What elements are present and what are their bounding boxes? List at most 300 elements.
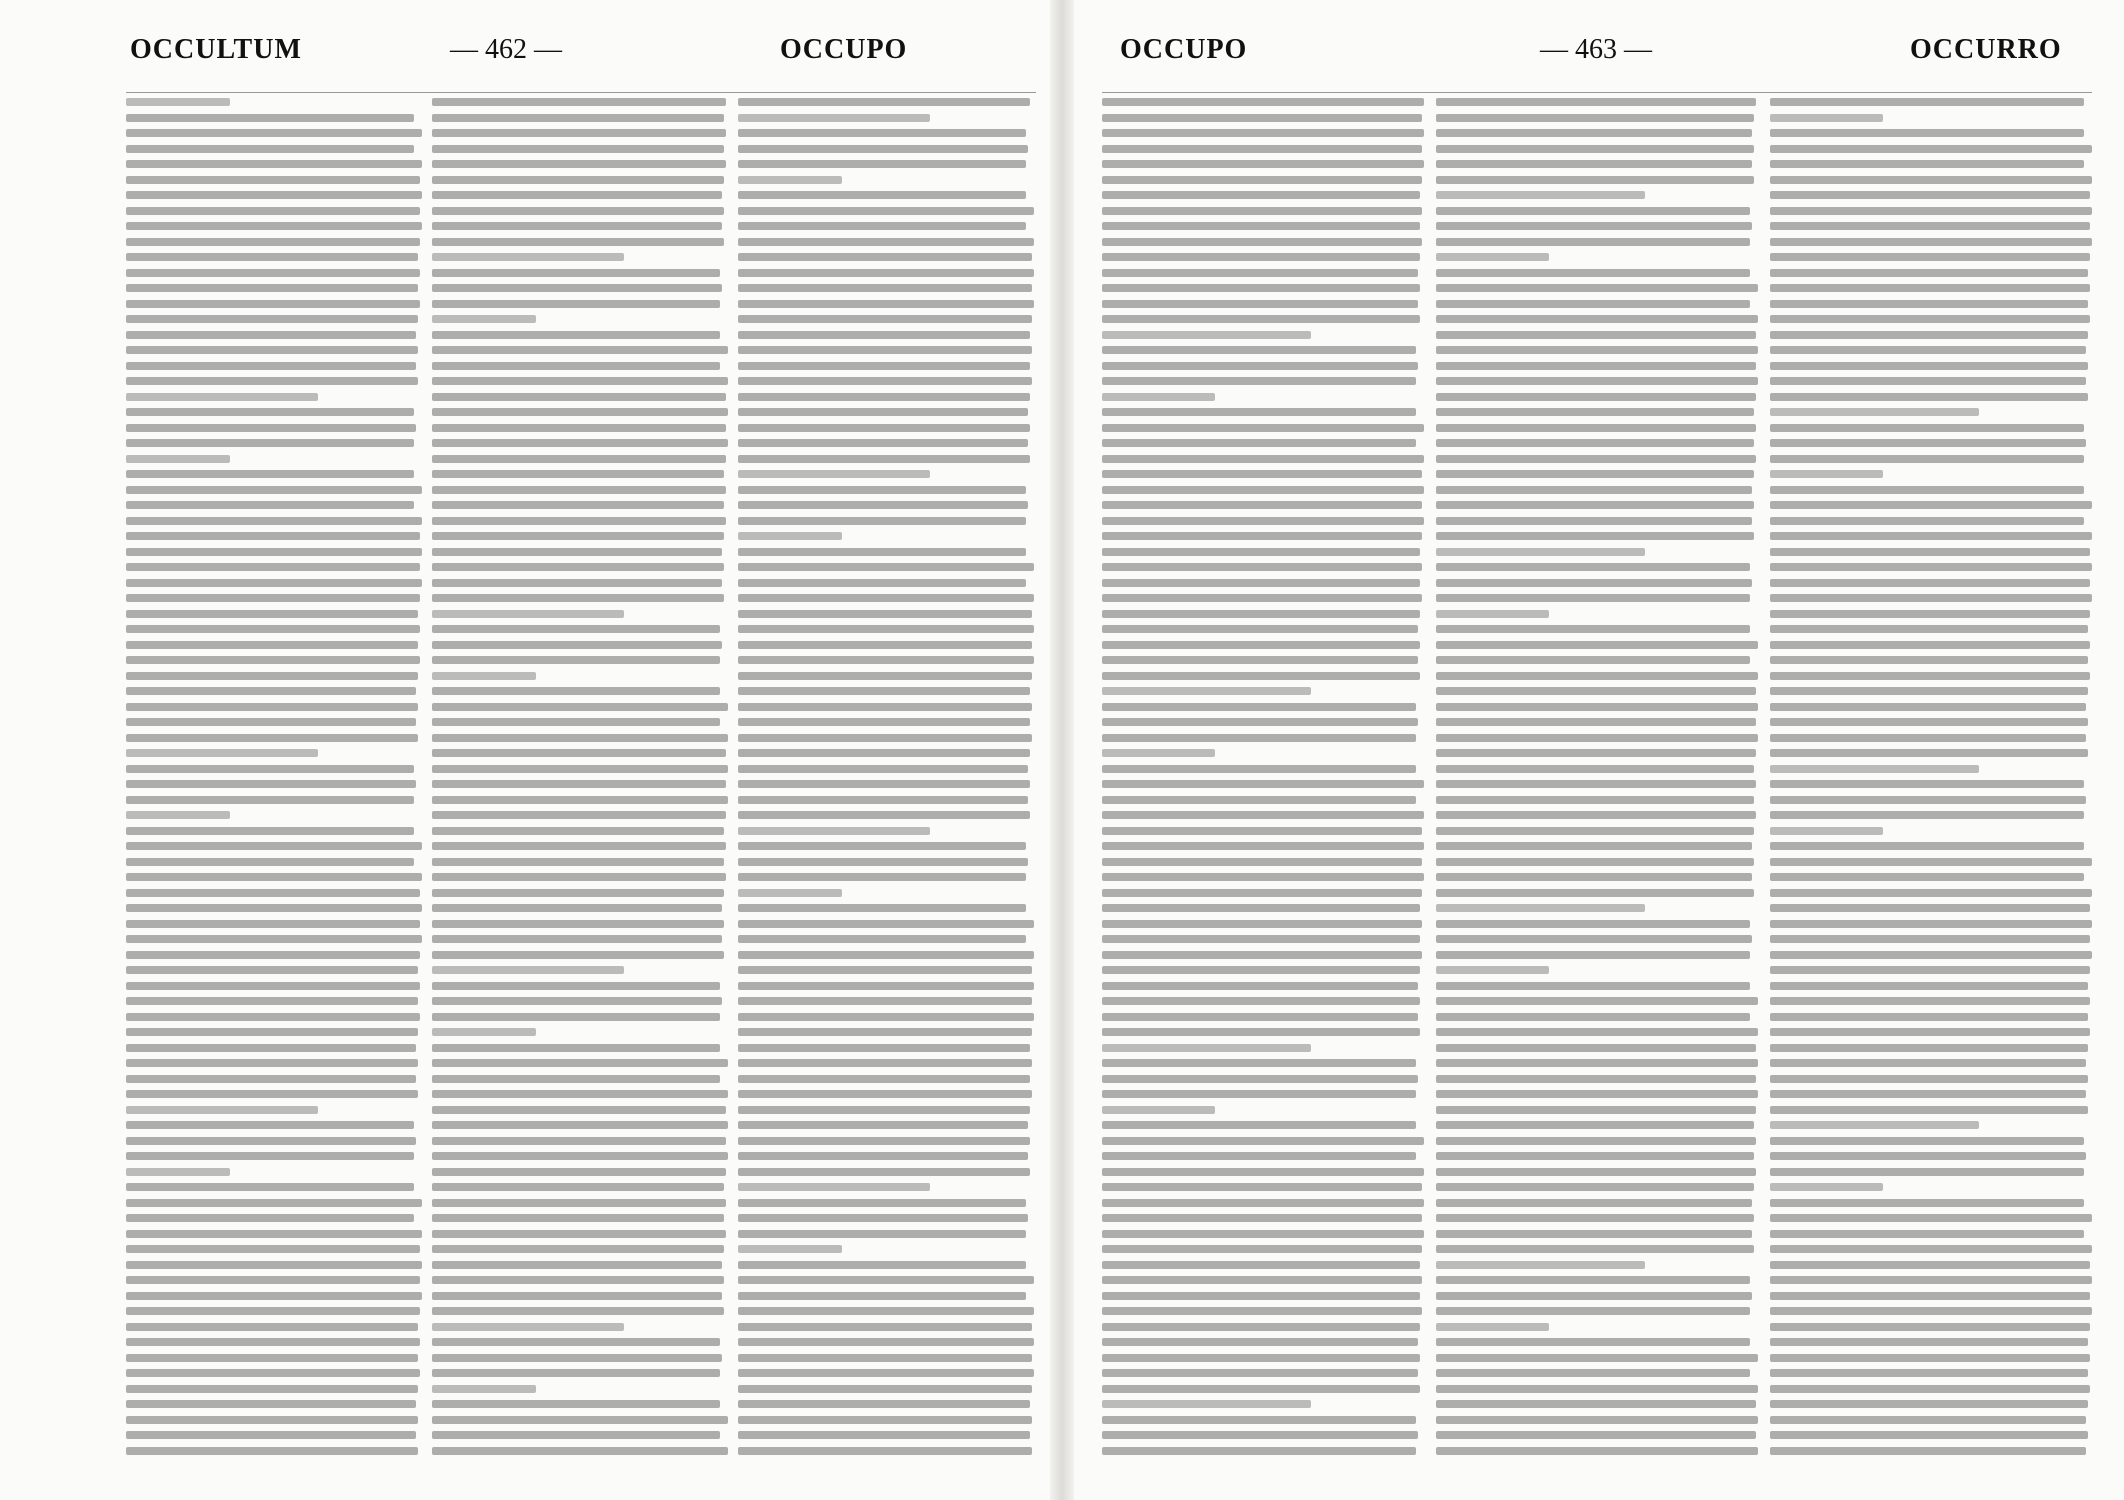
text-line-placeholder — [1770, 1183, 1883, 1191]
text-line-placeholder — [1102, 889, 1422, 897]
right-head-rule — [1102, 92, 2092, 93]
text-line-placeholder — [738, 1199, 1026, 1207]
text-line-placeholder — [1436, 1447, 1758, 1455]
text-line-placeholder — [432, 935, 722, 943]
right-column-3 — [1770, 98, 2092, 1468]
text-line-placeholder — [738, 563, 1034, 571]
text-line-placeholder — [126, 951, 420, 959]
text-line-placeholder — [1770, 594, 2092, 602]
text-line-placeholder — [1102, 1168, 1424, 1176]
text-line-placeholder — [1102, 749, 1215, 757]
text-line-placeholder — [1770, 749, 2088, 757]
text-line-placeholder — [432, 145, 724, 153]
text-line-placeholder — [738, 718, 1030, 726]
text-line-placeholder — [1102, 610, 1420, 618]
text-line-placeholder — [1436, 207, 1750, 215]
text-line-placeholder — [1102, 455, 1424, 463]
text-line-placeholder — [432, 563, 724, 571]
text-line-placeholder — [1102, 827, 1422, 835]
text-line-placeholder — [432, 796, 728, 804]
text-line-placeholder — [1102, 393, 1215, 401]
text-line-placeholder — [126, 656, 420, 664]
text-line-placeholder — [1770, 439, 2086, 447]
text-line-placeholder — [432, 811, 726, 819]
text-line-placeholder — [126, 889, 420, 897]
text-line-placeholder — [432, 1400, 720, 1408]
text-line-placeholder — [1102, 346, 1416, 354]
text-line-placeholder — [738, 408, 1028, 416]
text-line-placeholder — [1436, 734, 1758, 742]
text-line-placeholder — [1770, 1369, 2088, 1377]
text-line-placeholder — [432, 1447, 728, 1455]
text-line-placeholder — [1436, 346, 1758, 354]
text-line-placeholder — [126, 517, 422, 525]
text-line-placeholder — [1770, 827, 1883, 835]
text-line-placeholder — [738, 687, 1030, 695]
text-line-placeholder — [738, 765, 1028, 773]
text-line-placeholder — [1436, 610, 1549, 618]
text-line-placeholder — [1770, 1338, 2088, 1346]
text-line-placeholder — [432, 222, 722, 230]
text-line-placeholder — [432, 517, 726, 525]
text-line-placeholder — [432, 253, 624, 261]
text-line-placeholder — [1102, 222, 1420, 230]
text-line-placeholder — [126, 1152, 414, 1160]
text-line-placeholder — [432, 672, 536, 680]
text-line-placeholder — [126, 222, 422, 230]
text-line-placeholder — [1102, 982, 1418, 990]
text-line-placeholder — [738, 331, 1030, 339]
text-line-placeholder — [1770, 455, 2084, 463]
text-line-placeholder — [126, 1230, 422, 1238]
text-line-placeholder — [432, 548, 722, 556]
text-line-placeholder — [1102, 1400, 1311, 1408]
text-line-placeholder — [738, 1323, 1032, 1331]
text-line-placeholder — [1102, 501, 1422, 509]
text-line-placeholder — [126, 811, 230, 819]
text-line-placeholder — [1436, 1400, 1756, 1408]
text-line-placeholder — [126, 98, 230, 106]
text-line-placeholder — [738, 300, 1034, 308]
text-line-placeholder — [432, 114, 724, 122]
text-line-placeholder — [1436, 1075, 1756, 1083]
text-line-placeholder — [1770, 114, 1883, 122]
left-column-1 — [126, 98, 422, 1468]
text-line-placeholder — [126, 1090, 418, 1098]
text-line-placeholder — [1102, 129, 1424, 137]
text-line-placeholder — [1102, 935, 1420, 943]
text-line-placeholder — [1770, 1121, 1979, 1129]
text-line-placeholder — [1102, 191, 1420, 199]
text-line-placeholder — [1770, 1075, 2088, 1083]
text-line-placeholder — [126, 1307, 420, 1315]
text-line-placeholder — [432, 238, 724, 246]
text-line-placeholder — [126, 1106, 318, 1114]
text-line-placeholder — [1436, 1245, 1754, 1253]
text-line-placeholder — [1770, 548, 2090, 556]
text-line-placeholder — [126, 641, 418, 649]
text-line-placeholder — [1102, 424, 1424, 432]
text-line-placeholder — [1770, 532, 2092, 540]
text-line-placeholder — [126, 734, 418, 742]
text-line-placeholder — [738, 1230, 1026, 1238]
text-line-placeholder — [1436, 1230, 1752, 1238]
text-line-placeholder — [432, 207, 724, 215]
text-line-placeholder — [126, 1168, 230, 1176]
text-line-placeholder — [432, 1028, 536, 1036]
text-line-placeholder — [1436, 796, 1754, 804]
text-line-placeholder — [1102, 439, 1416, 447]
text-line-placeholder — [1436, 1292, 1752, 1300]
text-line-placeholder — [738, 997, 1032, 1005]
text-line-placeholder — [738, 284, 1032, 292]
text-line-placeholder — [1770, 98, 2084, 106]
text-line-placeholder — [432, 1230, 726, 1238]
text-line-placeholder — [1436, 1090, 1758, 1098]
text-line-placeholder — [738, 362, 1030, 370]
text-line-placeholder — [1102, 331, 1311, 339]
text-line-placeholder — [1770, 408, 1979, 416]
text-line-placeholder — [126, 1245, 420, 1253]
text-line-placeholder — [432, 920, 724, 928]
text-line-placeholder — [738, 1183, 930, 1191]
text-line-placeholder — [1102, 98, 1424, 106]
text-line-placeholder — [1770, 997, 2090, 1005]
text-line-placeholder — [126, 191, 422, 199]
text-line-placeholder — [1436, 331, 1756, 339]
text-line-placeholder — [432, 1059, 728, 1067]
text-line-placeholder — [126, 858, 414, 866]
text-line-placeholder — [432, 439, 728, 447]
text-line-placeholder — [126, 579, 422, 587]
text-line-placeholder — [432, 641, 722, 649]
text-line-placeholder — [126, 563, 420, 571]
text-line-placeholder — [1436, 842, 1752, 850]
text-line-placeholder — [738, 796, 1028, 804]
text-line-placeholder — [738, 517, 1026, 525]
text-line-placeholder — [126, 1338, 420, 1346]
text-line-placeholder — [432, 842, 726, 850]
text-line-placeholder — [432, 1431, 720, 1439]
text-line-placeholder — [1770, 1059, 2086, 1067]
text-line-placeholder — [126, 486, 422, 494]
text-line-placeholder — [432, 300, 720, 308]
text-line-placeholder — [1770, 796, 2086, 804]
text-line-placeholder — [738, 1400, 1030, 1408]
text-line-placeholder — [1436, 455, 1756, 463]
text-line-placeholder — [1102, 904, 1420, 912]
text-line-placeholder — [1102, 284, 1420, 292]
text-line-placeholder — [1102, 1106, 1215, 1114]
text-line-placeholder — [1436, 625, 1750, 633]
text-line-placeholder — [432, 889, 724, 897]
text-line-placeholder — [738, 858, 1028, 866]
text-line-placeholder — [1436, 997, 1758, 1005]
text-line-placeholder — [1102, 1276, 1422, 1284]
text-line-placeholder — [1770, 1230, 2084, 1238]
text-line-placeholder — [126, 687, 416, 695]
right-running-head-first: OCCUPO — [1120, 34, 1248, 65]
text-line-placeholder — [1436, 1028, 1758, 1036]
text-line-placeholder — [1436, 1369, 1750, 1377]
text-line-placeholder — [1102, 1323, 1420, 1331]
text-line-placeholder — [738, 1292, 1026, 1300]
text-line-placeholder — [738, 222, 1026, 230]
text-line-placeholder — [1436, 951, 1750, 959]
text-line-placeholder — [1102, 207, 1422, 215]
text-line-placeholder — [1436, 424, 1756, 432]
text-line-placeholder — [1770, 610, 2090, 618]
text-line-placeholder — [1102, 687, 1311, 695]
text-line-placeholder — [1770, 780, 2084, 788]
text-line-placeholder — [1436, 780, 1756, 788]
text-line-placeholder — [432, 1354, 722, 1362]
text-line-placeholder — [1102, 1369, 1418, 1377]
text-line-placeholder — [738, 377, 1032, 385]
text-line-placeholder — [432, 470, 724, 478]
text-line-placeholder — [1770, 935, 2090, 943]
text-line-placeholder — [1102, 315, 1420, 323]
text-line-placeholder — [1102, 486, 1424, 494]
text-line-placeholder — [1102, 269, 1418, 277]
text-line-placeholder — [432, 129, 726, 137]
text-line-placeholder — [738, 579, 1026, 587]
text-line-placeholder — [1102, 951, 1422, 959]
text-line-placeholder — [432, 1137, 726, 1145]
text-line-placeholder — [738, 672, 1032, 680]
text-line-placeholder — [432, 98, 726, 106]
text-line-placeholder — [738, 455, 1030, 463]
text-line-placeholder — [1436, 1385, 1758, 1393]
text-line-placeholder — [1436, 315, 1758, 323]
text-line-placeholder — [1770, 176, 2092, 184]
text-line-placeholder — [1102, 1230, 1424, 1238]
text-line-placeholder — [432, 656, 720, 664]
text-line-placeholder — [738, 1245, 842, 1253]
text-line-placeholder — [1436, 1183, 1754, 1191]
text-line-placeholder — [738, 842, 1026, 850]
text-line-placeholder — [1436, 1152, 1754, 1160]
text-line-placeholder — [1436, 470, 1754, 478]
text-line-placeholder — [1770, 284, 2090, 292]
text-line-placeholder — [126, 1183, 414, 1191]
left-running-head-first: OCCULTUM — [130, 34, 302, 65]
text-line-placeholder — [1436, 1276, 1750, 1284]
text-line-placeholder — [432, 1214, 724, 1222]
text-line-placeholder — [126, 160, 422, 168]
text-line-placeholder — [1436, 98, 1756, 106]
text-line-placeholder — [1102, 1152, 1416, 1160]
text-line-placeholder — [1770, 1106, 2088, 1114]
text-line-placeholder — [1436, 827, 1754, 835]
text-line-placeholder — [432, 734, 728, 742]
text-line-placeholder — [738, 1090, 1032, 1098]
text-line-placeholder — [1770, 1416, 2086, 1424]
text-line-placeholder — [738, 1059, 1032, 1067]
text-line-placeholder — [738, 114, 930, 122]
text-line-placeholder — [738, 749, 1030, 757]
text-line-placeholder — [432, 1292, 722, 1300]
text-line-placeholder — [432, 827, 724, 835]
text-line-placeholder — [1436, 362, 1756, 370]
text-line-placeholder — [738, 625, 1034, 633]
text-line-placeholder — [126, 548, 422, 556]
text-line-placeholder — [738, 207, 1034, 215]
text-line-placeholder — [1770, 1245, 2092, 1253]
text-line-placeholder — [126, 1214, 414, 1222]
text-line-placeholder — [432, 1106, 726, 1114]
text-line-placeholder — [1102, 1416, 1416, 1424]
text-line-placeholder — [1436, 982, 1750, 990]
text-line-placeholder — [738, 1431, 1030, 1439]
text-line-placeholder — [738, 532, 842, 540]
text-line-placeholder — [738, 935, 1026, 943]
text-line-placeholder — [432, 408, 728, 416]
text-line-placeholder — [1102, 1090, 1416, 1098]
text-line-placeholder — [432, 1338, 720, 1346]
text-line-placeholder — [738, 191, 1026, 199]
text-line-placeholder — [738, 486, 1026, 494]
text-line-placeholder — [1770, 331, 2088, 339]
text-line-placeholder — [1102, 1354, 1420, 1362]
text-line-placeholder — [1770, 1214, 2092, 1222]
text-line-placeholder — [1770, 1028, 2090, 1036]
text-line-placeholder — [738, 1276, 1034, 1284]
text-line-placeholder — [126, 765, 414, 773]
text-line-placeholder — [1102, 114, 1422, 122]
text-line-placeholder — [126, 1354, 418, 1362]
text-line-placeholder — [1102, 563, 1422, 571]
text-line-placeholder — [738, 1447, 1032, 1455]
text-line-placeholder — [1770, 346, 2086, 354]
text-line-placeholder — [126, 207, 420, 215]
text-line-placeholder — [126, 455, 230, 463]
text-line-placeholder — [1102, 997, 1420, 1005]
text-line-placeholder — [1102, 858, 1422, 866]
text-line-placeholder — [432, 1044, 720, 1052]
text-line-placeholder — [126, 331, 416, 339]
text-line-placeholder — [1102, 517, 1424, 525]
text-line-placeholder — [738, 889, 842, 897]
text-line-placeholder — [126, 129, 422, 137]
text-line-placeholder — [126, 238, 420, 246]
text-line-placeholder — [1436, 408, 1754, 416]
text-line-placeholder — [1436, 749, 1756, 757]
text-line-placeholder — [126, 315, 418, 323]
text-line-placeholder — [1102, 1245, 1422, 1253]
text-line-placeholder — [1102, 160, 1424, 168]
text-line-placeholder — [1770, 641, 2090, 649]
text-line-placeholder — [126, 842, 422, 850]
text-line-placeholder — [432, 594, 724, 602]
text-line-placeholder — [126, 827, 414, 835]
text-line-placeholder — [1770, 811, 2084, 819]
text-line-placeholder — [432, 873, 726, 881]
text-line-placeholder — [1436, 889, 1754, 897]
text-line-placeholder — [126, 935, 422, 943]
text-line-placeholder — [126, 362, 416, 370]
text-line-placeholder — [1770, 1013, 2088, 1021]
text-line-placeholder — [1770, 672, 2090, 680]
text-line-placeholder — [1436, 1013, 1750, 1021]
text-line-placeholder — [126, 439, 414, 447]
text-line-placeholder — [1102, 842, 1424, 850]
right-page — [1062, 0, 2124, 1500]
text-line-placeholder — [1436, 548, 1645, 556]
text-line-placeholder — [1436, 920, 1750, 928]
text-line-placeholder — [432, 1369, 720, 1377]
text-line-placeholder — [738, 1416, 1032, 1424]
text-line-placeholder — [1770, 563, 2092, 571]
left-page-number: — 462 — — [450, 34, 562, 65]
text-line-placeholder — [1770, 1199, 2084, 1207]
text-line-placeholder — [1436, 160, 1752, 168]
text-line-placeholder — [1102, 238, 1422, 246]
right-column-2 — [1436, 98, 1758, 1468]
text-line-placeholder — [738, 98, 1030, 106]
text-line-placeholder — [126, 1059, 418, 1067]
text-line-placeholder — [1436, 594, 1750, 602]
text-line-placeholder — [1436, 1307, 1750, 1315]
text-line-placeholder — [432, 160, 726, 168]
text-line-placeholder — [1102, 641, 1420, 649]
text-line-placeholder — [738, 594, 1034, 602]
text-line-placeholder — [432, 377, 728, 385]
text-line-placeholder — [1770, 486, 2084, 494]
text-line-placeholder — [1102, 1044, 1311, 1052]
text-line-placeholder — [1436, 191, 1645, 199]
text-line-placeholder — [432, 687, 720, 695]
text-line-placeholder — [1102, 703, 1416, 711]
text-line-placeholder — [1436, 114, 1754, 122]
text-line-placeholder — [1436, 145, 1754, 153]
text-line-placeholder — [1102, 1431, 1418, 1439]
text-line-placeholder — [1436, 641, 1758, 649]
text-line-placeholder — [126, 873, 422, 881]
text-line-placeholder — [1436, 501, 1754, 509]
left-column-3 — [738, 98, 1034, 1468]
text-line-placeholder — [432, 1075, 720, 1083]
text-line-placeholder — [1770, 1323, 2090, 1331]
text-line-placeholder — [738, 982, 1034, 990]
text-line-placeholder — [126, 594, 420, 602]
text-line-placeholder — [738, 470, 930, 478]
text-line-placeholder — [1436, 1121, 1754, 1129]
text-line-placeholder — [432, 951, 724, 959]
text-line-placeholder — [1770, 300, 2088, 308]
text-line-placeholder — [432, 1323, 624, 1331]
text-line-placeholder — [126, 1028, 418, 1036]
text-line-placeholder — [1102, 1261, 1420, 1269]
text-line-placeholder — [1436, 393, 1756, 401]
text-line-placeholder — [126, 377, 418, 385]
text-line-placeholder — [1770, 966, 2090, 974]
book-gutter — [1050, 0, 1074, 1500]
text-line-placeholder — [126, 749, 318, 757]
text-line-placeholder — [126, 470, 414, 478]
text-line-placeholder — [1436, 1106, 1756, 1114]
text-line-placeholder — [1436, 1044, 1756, 1052]
text-line-placeholder — [1436, 1354, 1758, 1362]
text-line-placeholder — [1102, 1059, 1416, 1067]
text-line-placeholder — [126, 1431, 416, 1439]
text-line-placeholder — [432, 1199, 726, 1207]
text-line-placeholder — [1102, 579, 1420, 587]
text-line-placeholder — [738, 1152, 1028, 1160]
text-line-placeholder — [1770, 904, 2090, 912]
text-line-placeholder — [1436, 811, 1756, 819]
text-line-placeholder — [432, 1276, 724, 1284]
